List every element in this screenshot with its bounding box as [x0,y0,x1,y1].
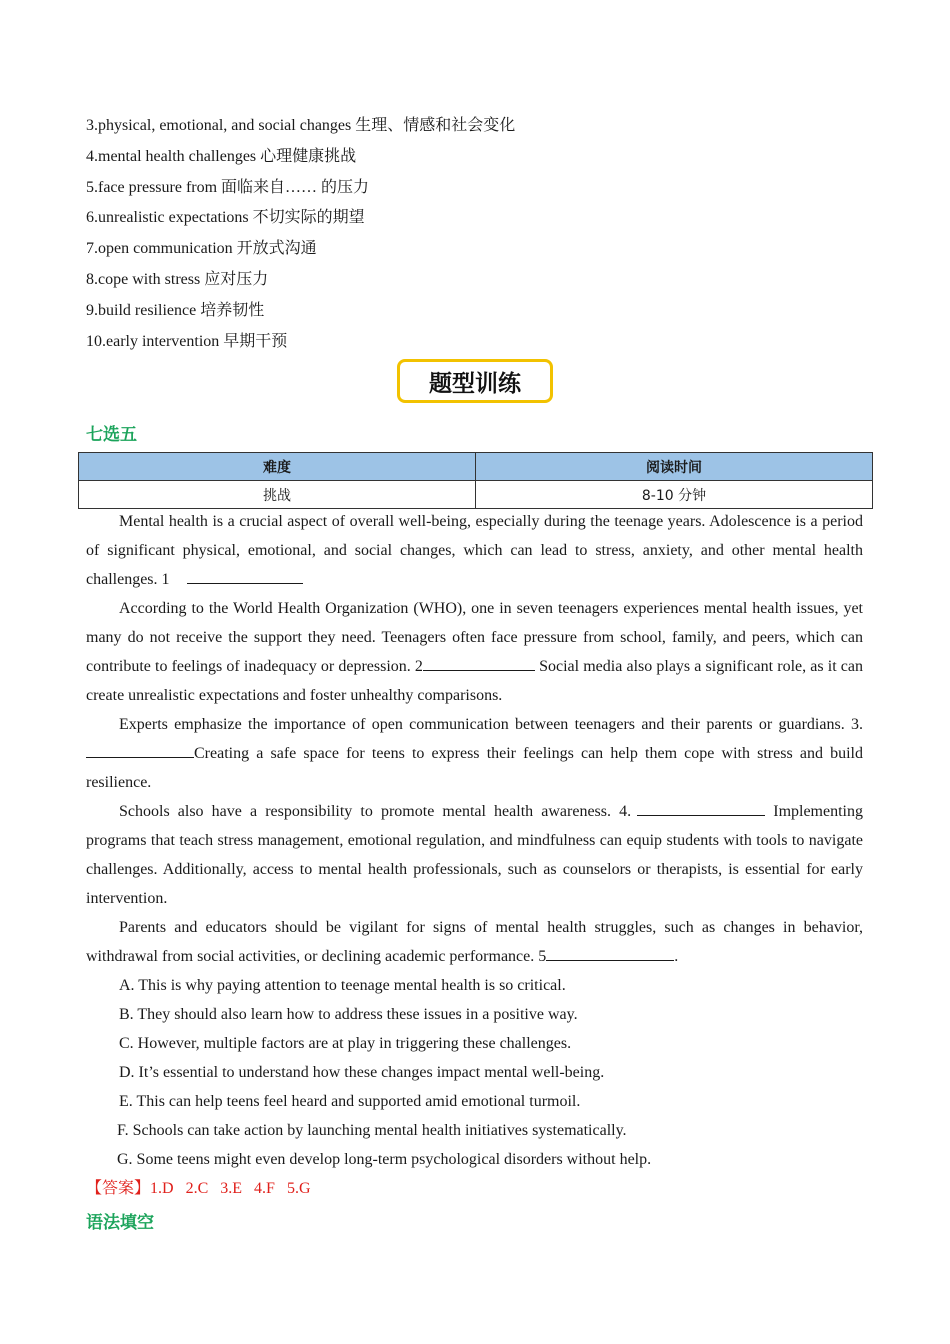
table-cell: 挑战 [79,481,476,509]
table-header-row [79,453,873,481]
option-item: D. It’s essential to understand how these changes impact mental well-being. [119,1064,605,1081]
vocab-item: 9.build resilience 培养韧性 [86,301,265,319]
vocab-item: 3.physical, emotional, and social changes 生理、情感和社会变化 [86,117,516,134]
answer-item: 2.C [185,1180,209,1197]
vocab-item: 5.face pressure from 面临来自…… 的压力 [86,178,370,196]
table-cell: 8-10 分钟 [476,481,873,509]
option-item: F. Schools can take action by launching mental health initiatives systematically. [117,1122,627,1139]
passage-paragraph: According to the World Health Organization (WHO), one in seven teenagers experiences mental health issues, yet many do not receive the support they need. Teenagers often face pressure from school, family, and peers, which can contribute to feelings of inadequacy or depression. 2 Social media also plays a significant role, as it can create unrealistic expectations and foster unhealthy comparisons. [86,600,863,704]
section-heading-grammar-fill: 语法填空 [86,1213,154,1233]
answer-item: 1.D [150,1180,174,1197]
table-header: 阅读时间 [476,453,873,481]
passage-paragraph: Schools also have a responsibility to promote mental health awareness. 4. Implementing programs that teach stress management, emotional regulation, and mindfulness can equip students with tools to navigate challenges. Additionally, access to mental health professionals, such as counselors or therapists, is essential for early intervention. [86,797,863,913]
section-heading-seven-choose-five: 七选五 [86,425,137,445]
answer-blank [86,741,194,758]
passage-paragraph: Mental health is a crucial aspect of overall well-being, especially during the teenage years. Adolescence is a period of significant physical, emotional, and social changes, which can lead to stress, anxiety, and other mental health challenges. 1 [86,513,863,588]
answer-key [86,1174,863,1203]
option-item: G. Some teens might even develop long-term psychological disorders without help. [117,1151,652,1168]
answer-item: 3.E [220,1180,243,1197]
vocab-item: 4.mental health challenges 心理健康挑战 [86,147,357,165]
option-item: E. This can help teens feel heard and supported amid emotional turmoil. [119,1093,581,1110]
vocab-item: 6.unrealistic expectations 不切实际的期望 [86,209,365,227]
table-header: 难度 [79,453,476,481]
answer-label: 【答案】 [86,1180,151,1197]
option-item: B. They should also learn how to address these issues in a positive way. [119,1006,578,1023]
passage-paragraph: Experts emphasize the importance of open communication between teenagers and their parents or guardians. 3.Creating a safe space for teens to express their feelings can help them cope with stress and build resilience. [86,716,863,791]
answer-item: 5.G [286,1180,311,1197]
option-item: C. However, multiple factors are at play in triggering these challenges. [119,1035,572,1052]
vocab-item: 7.open communication 开放式沟通 [86,240,317,258]
difficulty-table [78,452,873,509]
answer-blank [423,654,535,671]
section-banner: 题型训练 [397,359,553,403]
option-list [86,971,863,1174]
answer-item: 4.F [254,1180,275,1197]
table-row [79,481,873,509]
passage-paragraph: Parents and educators should be vigilant for signs of mental health struggles, such as changes in behavior, withdrawal from social activities, or declining academic performance. 5 . [86,919,863,965]
vocabulary-list [86,111,866,357]
answer-blank [546,944,674,961]
vocab-item: 8.cope with stress 应对压力 [86,270,269,288]
option-item: A. This is why paying attention to teenage mental health is so critical. [119,977,566,994]
answer-blank [637,799,765,816]
vocab-item: 10.early intervention 早期干预 [86,332,288,350]
answer-blank [187,567,303,584]
reading-passage [86,507,863,1203]
